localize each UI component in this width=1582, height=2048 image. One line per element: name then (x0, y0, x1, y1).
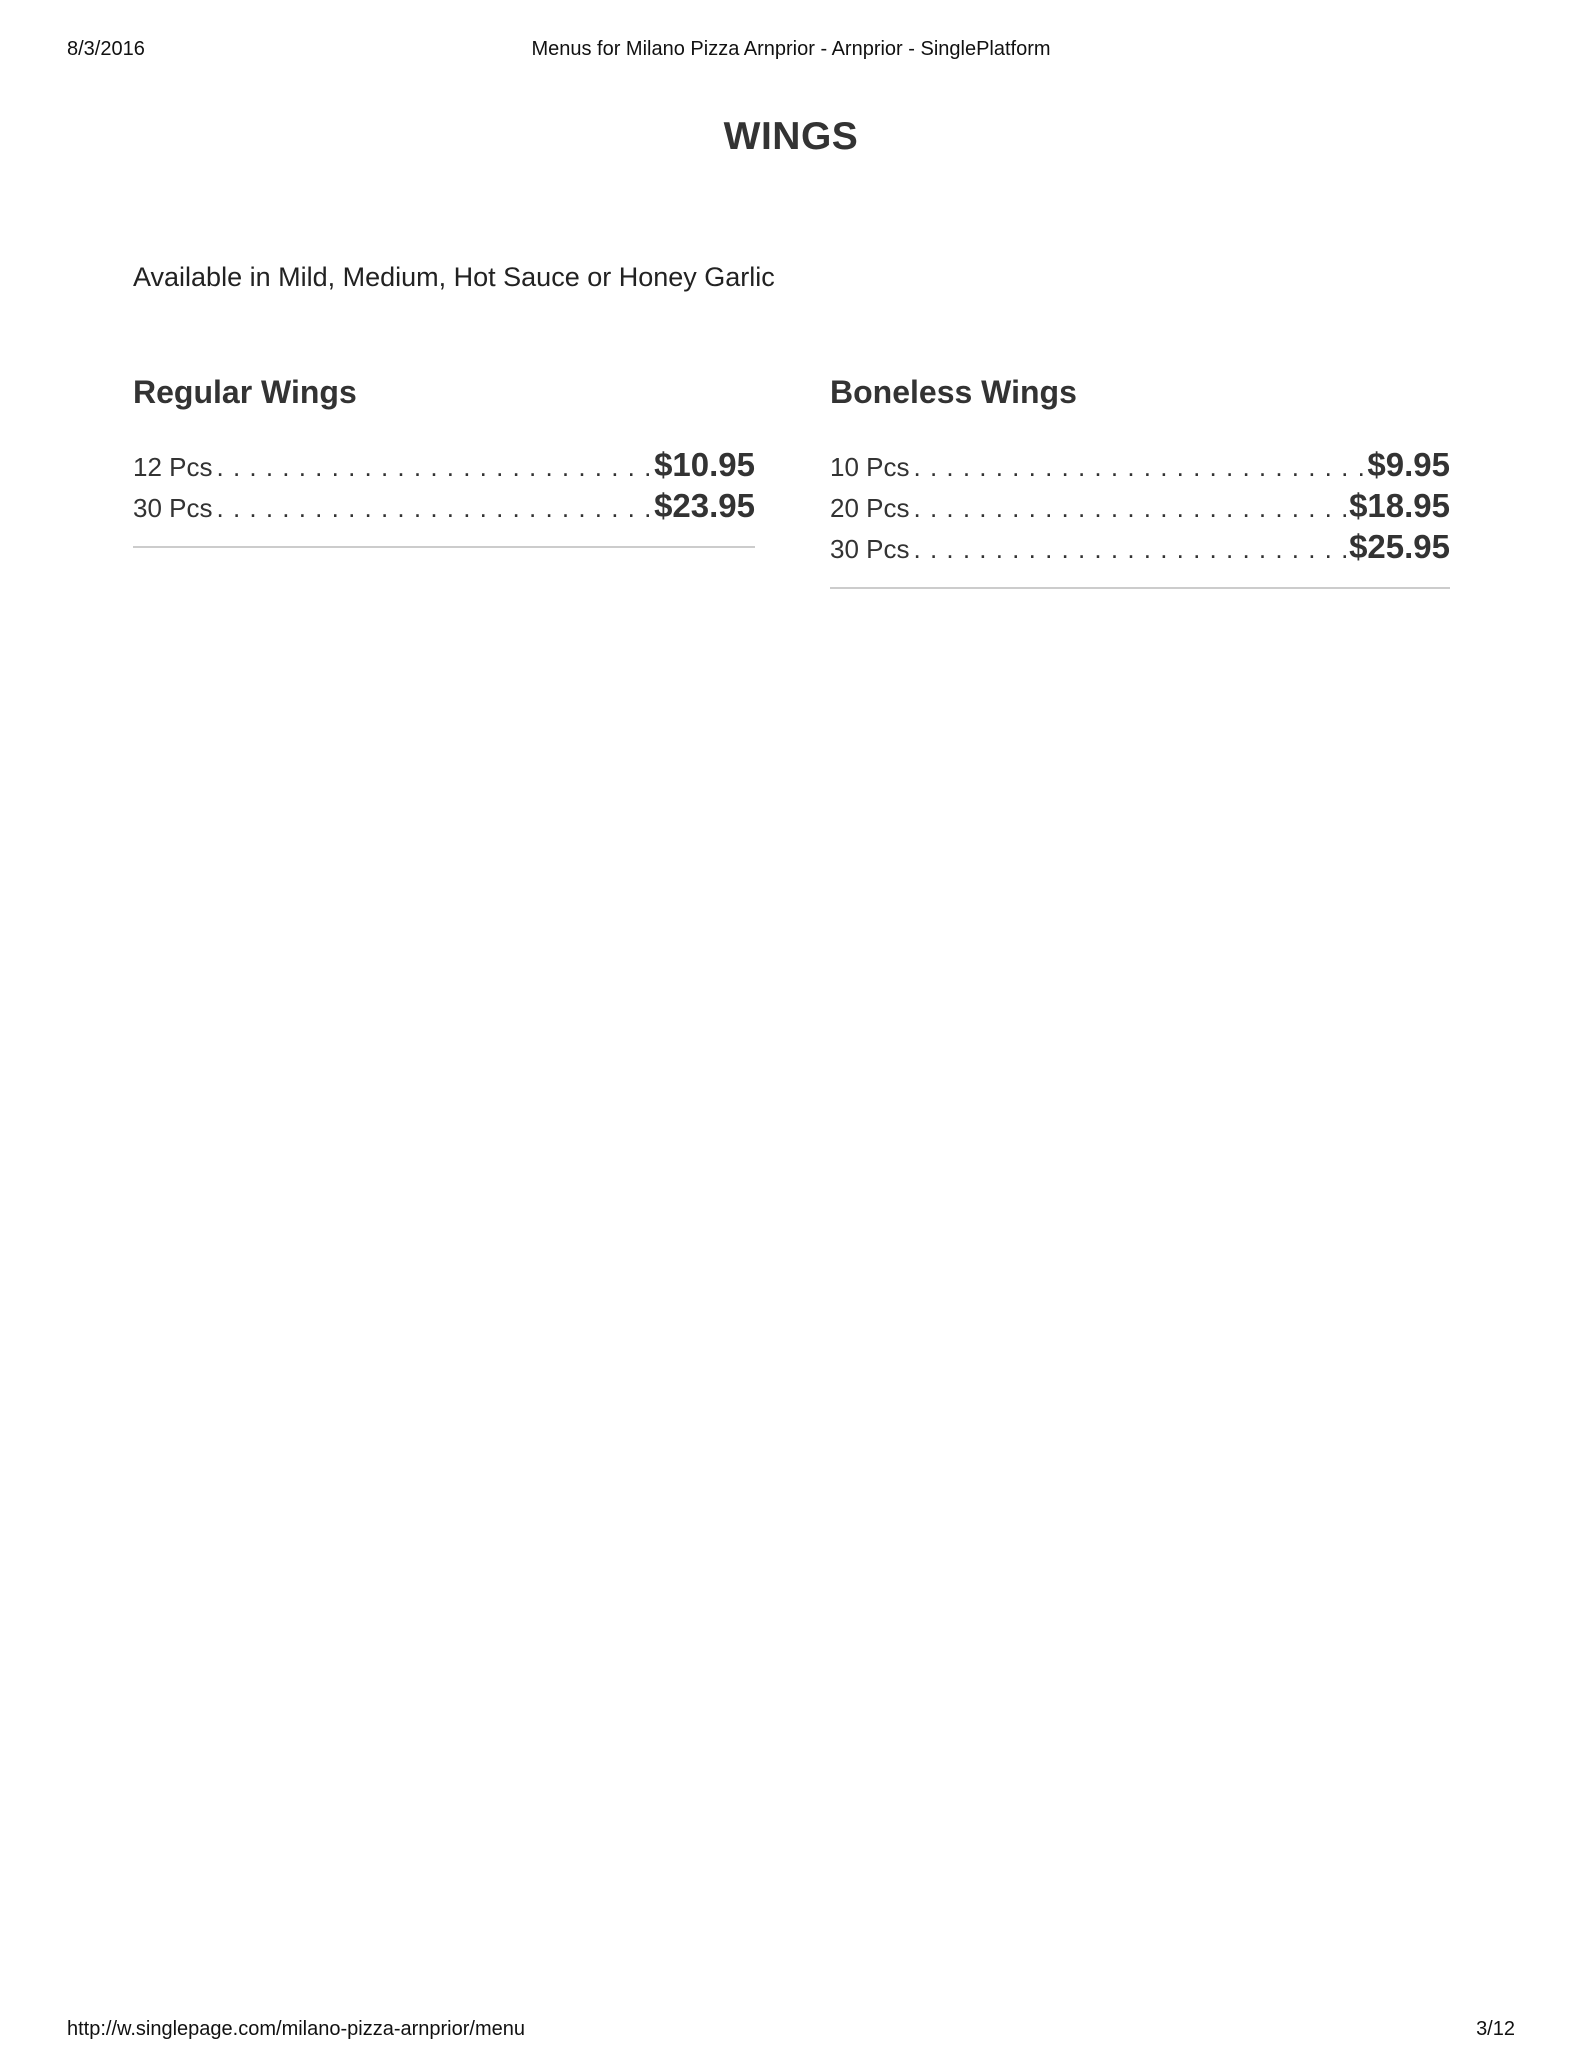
section-description: Available in Mild, Medium, Hot Sauce or Honey Garlic (133, 262, 775, 292)
item-price: $23.95 (654, 487, 755, 524)
dot-leader (217, 447, 653, 488)
item-price: $9.95 (1367, 446, 1450, 483)
section-title: WINGS (723, 115, 859, 158)
dot-leader (217, 488, 653, 529)
item-name: 12 Pcs (133, 452, 213, 482)
item-price: $25.95 (1349, 528, 1450, 565)
item-price: $18.95 (1349, 487, 1450, 524)
print-page-title: Menus for Milano Pizza Arnprior - Arnprior - SinglePlatform (531, 38, 1051, 60)
menu-item (133, 444, 755, 485)
menu-item (830, 526, 1450, 567)
group-divider (830, 587, 1450, 589)
item-name: 20 Pcs (830, 493, 910, 523)
menu-group-regular-wings (133, 372, 755, 548)
menu-item (830, 444, 1450, 485)
dot-leader (914, 447, 1366, 488)
item-name: 30 Pcs (830, 534, 910, 564)
item-price: $10.95 (654, 446, 755, 483)
menu-item (133, 485, 755, 526)
print-page-number: 3/12 (1476, 2018, 1515, 2040)
group-divider (133, 546, 755, 548)
print-date: 8/3/2016 (67, 38, 145, 60)
dot-leader (914, 488, 1348, 529)
print-footer-url: http://w.singlepage.com/milano-pizza-arnprior/menu (67, 2018, 525, 2040)
group-title: Boneless Wings (830, 374, 1077, 410)
menu-item (830, 485, 1450, 526)
item-name: 30 Pcs (133, 493, 213, 523)
menu-group-boneless-wings (830, 372, 1450, 589)
dot-leader (914, 529, 1348, 570)
group-title: Regular Wings (133, 374, 357, 410)
item-name: 10 Pcs (830, 452, 910, 482)
